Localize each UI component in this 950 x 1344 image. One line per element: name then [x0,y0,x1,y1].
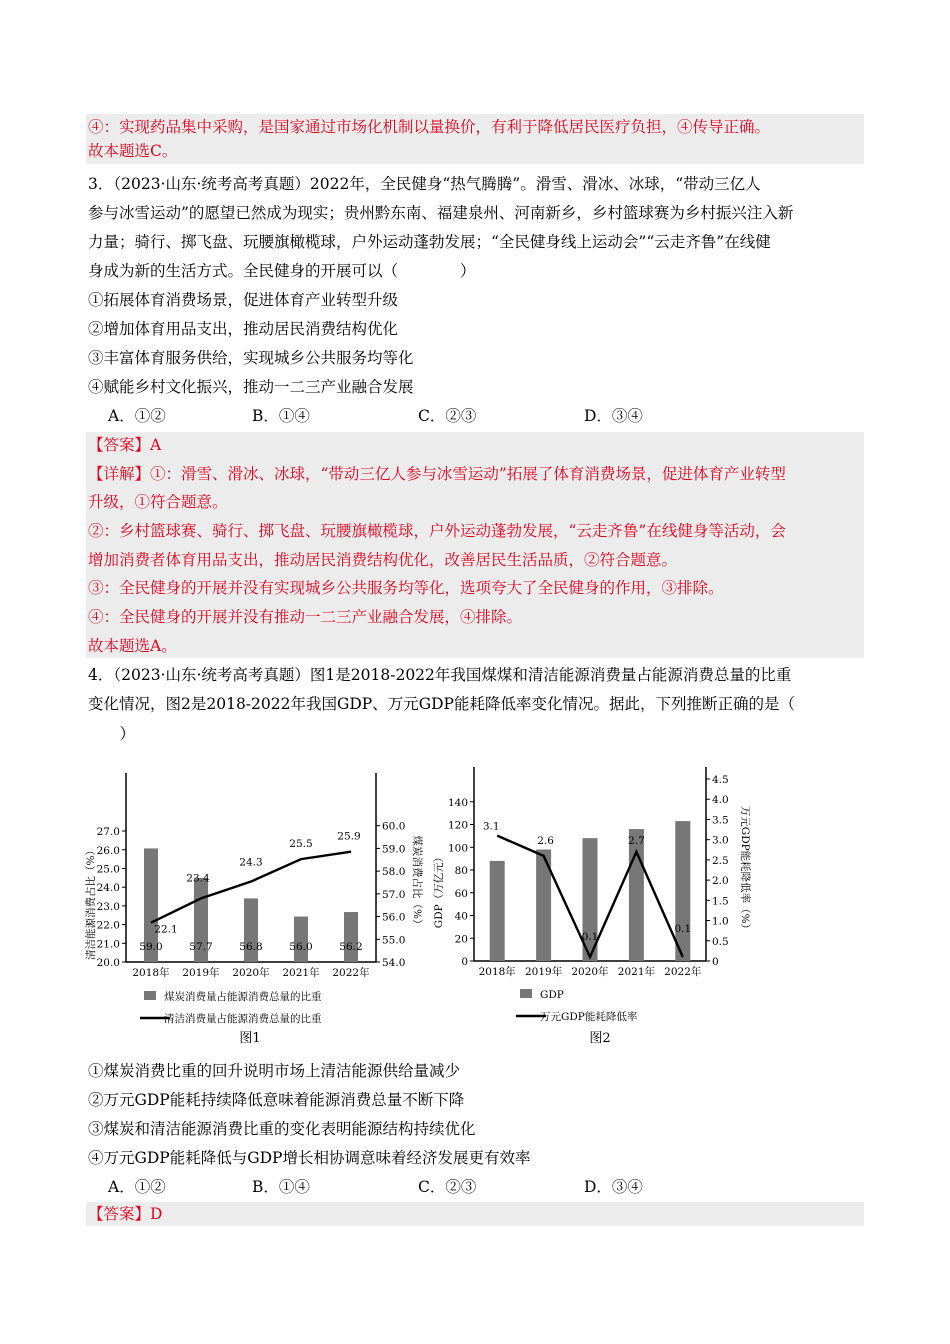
right-tick-label: 4.0 [712,794,729,807]
right-tick-label: 0.5 [712,935,729,948]
x-category-label: 2019年 [182,967,220,979]
legend-bar-label: 煤炭消费量占能源消费总量的比重 [164,991,322,1003]
left-tick-label: 0 [461,956,468,968]
q3-stem-line-1: 3．（2023·山东·统考高考真题）2022年，全民健身“热气腾腾”。滑雪、滑冰、冰球，“带动三亿人 [88,175,761,193]
right-tick-label: 58.0 [382,866,406,879]
bar-label: 56.2 [339,941,363,953]
left-tick-label: 60 [454,887,468,900]
q4-stem-line-2: 变化情况，图2是2018-2022年我国GDP、万元GDP能耗降低率变化情况。据此，下列推断正确的是（ [88,695,795,713]
left-tick-label: 26.0 [96,844,120,857]
x-category-label: 2022年 [332,967,370,979]
legend-bar-swatch [144,991,156,1000]
right-axis-title: 煤炭消费占比（%） [411,835,423,930]
q3-conclusion: 故本题选A。 [88,637,177,655]
right-tick-label: 3.0 [712,834,729,847]
q4-item-4: ④万元GDP能耗降低与GDP增长相协调意味着经济发展更有效率 [88,1149,531,1167]
figure-caption: 图2 [589,1031,611,1046]
q3-detail-line-3: ②：乡村篮球赛、骑行、掷飞盘、玩腰旗橄榄球，户外运动蓬勃发展，“云走齐鲁”在线健身等活动，会 [88,522,786,540]
q3-stem-line-3: 力量；骑行、掷飞盘、玩腰旗橄榄球，户外运动蓬勃发展；“全民健身线上运动会”“云走齐鲁”在线健 [88,233,771,251]
q4-option-d: D．③④ [584,1178,643,1196]
legend-bar-label: GDP [540,989,564,1001]
right-tick-label: 56.0 [382,911,406,924]
left-tick-label: 120 [447,819,468,832]
q3-option-a: A．①② [108,407,166,425]
line-point-label: 2.7 [628,834,645,847]
right-tick-label: 57.0 [382,888,406,901]
q4-answer: 【答案】D [88,1205,163,1223]
bar-label: 57.7 [189,941,213,953]
right-axis-title: 万元GDP能耗降低率（%） [739,805,751,935]
q3-item-4: ④赋能乡村文化振兴，推动一二三产业融合发展 [88,378,414,396]
q4-stem-line-1: 4．（2023·山东·统考高考真题）图1是2018-2022年我国煤煤和清洁能源消费量占能源消费总量的比重 [88,666,792,684]
left-tick-label: 20.0 [96,957,120,969]
left-tick-label: 27.0 [96,826,120,839]
q3-item-3: ③丰富体育服务供给，实现城乡公共服务均等化 [88,349,414,367]
figure-1-chart [80,760,423,1060]
line-point-label: 2.6 [537,834,554,847]
bar-2018年 [490,861,505,961]
right-tick-label: 4.5 [712,774,729,786]
figure-caption: 图1 [239,1031,261,1046]
q3-stem-line-4: 身成为新的生活方式。全民健身的开展可以（ ） [88,262,476,280]
right-tick-label: 0 [712,956,719,968]
right-tick-label: 2.0 [712,875,729,888]
q3-detail-line-6: ④：全民健身的开展并没有推动一二三产业融合发展，④排除。 [88,608,523,626]
bar-2022年 [344,912,358,962]
q3-detail-line-2: 升级，①符合题意。 [88,493,228,511]
figure-2-chart [430,755,760,1060]
bar-2022年 [675,821,690,961]
q4-analysis-block [86,1202,864,1226]
right-tick-label: 3.5 [712,814,729,827]
left-axis-title: GDP（万亿元） [433,851,445,929]
q3-detail-line-5: ③：全民健身的开展并没有实现城乡公共服务均等化，选项夸大了全民健身的作用，③排除。 [88,579,724,597]
x-category-label: 2020年 [232,967,270,979]
left-tick-label: 80 [454,865,468,877]
line-point-label: 24.3 [239,856,263,869]
q3-answer: 【答案】A [88,436,162,454]
left-tick-label: 25.0 [96,863,120,876]
line-point-label: 25.5 [289,838,313,851]
right-tick-label: 2.5 [712,854,729,867]
right-tick-label: 1.0 [712,915,729,928]
x-category-label: 2022年 [664,966,702,978]
x-category-label: 2020年 [571,966,609,978]
left-tick-label: 24.0 [96,882,120,895]
right-tick-label: 55.0 [382,934,406,947]
q4-item-3: ③煤炭和清洁能源消费比重的变化表明能源结构持续优化 [88,1120,476,1138]
prev-analysis-item-4: ④：实现药品集中采购，是国家通过市场化机制以量换价，有利于降低居民医疗负担，④传导正确。 [88,118,771,136]
left-tick-label: 100 [447,842,468,855]
left-tick-label: 140 [447,796,468,809]
left-tick-label: 22.0 [96,919,120,932]
bar-label: 56.0 [289,941,313,953]
q4-item-1: ①煤炭消费比重的回升说明市场上清洁能源供给量减少 [88,1062,461,1080]
right-tick-label: 54.0 [382,957,406,969]
q3-item-1: ①拓展体育消费场景，促进体育产业转型升级 [88,291,399,309]
left-tick-label: 23.0 [96,900,120,913]
right-tick-label: 59.0 [382,843,406,856]
x-category-label: 2018年 [132,967,170,979]
left-tick-label: 20 [454,933,468,946]
legend-line-label: 清洁消费量占能源消费总量的比重 [164,1013,322,1025]
left-tick-label: 21.0 [96,938,120,951]
q3-item-2: ②增加体育用品支出，推动居民消费结构优化 [88,320,399,338]
q4-item-2: ②万元GDP能耗持续降低意味着能源消费总量不断下降 [88,1091,465,1109]
right-tick-label: 60.0 [382,820,406,833]
x-category-label: 2021年 [282,967,320,979]
left-axis-title: 清洁能源消费占比（%） [85,845,97,960]
right-tick-label: 1.5 [712,895,729,908]
q4-stem-line-3: ） [104,725,136,743]
x-category-label: 2019年 [524,966,563,978]
x-category-label: 2021年 [617,966,656,978]
bar-label: 59.0 [139,941,163,953]
legend-line-label: 万元GDP能耗降低率 [540,1011,638,1023]
q4-option-a: A．①② [108,1178,166,1196]
legend-bar-swatch [520,989,532,998]
prev-conclusion: 故本题选C。 [88,142,178,160]
line-point-label: 23.4 [186,872,210,885]
q3-option-d: D．③④ [584,407,643,425]
q3-option-c: C．②③ [418,407,477,425]
q3-option-b: B．①④ [252,407,310,425]
bar-2021年 [294,917,308,962]
line-point-label: 0.1 [581,930,599,943]
line-point-label: 22.1 [154,923,178,936]
line-point-label: 3.1 [482,820,500,833]
q3-stem-line-2: 参与冰雪运动”的愿望已然成为现实；贵州黔东南、福建泉州、河南新乡，乡村篮球赛为乡村振兴注入新 [88,204,794,222]
q4-option-b: B．①④ [252,1178,310,1196]
q3-detail-line-1: 【详解】①：滑雪、滑冰、冰球，“带动三亿人参与冰雪运动”拓展了体育消费场景，促进体育产业转型 [88,465,786,483]
bar-label: 56.8 [239,941,263,953]
line-point-label: 0.1 [674,922,692,935]
q4-option-c: C．②③ [418,1178,477,1196]
left-tick-label: 40 [454,910,468,923]
q3-detail-line-4: 增加消费者体育用品支出，推动居民消费结构优化，改善居民生活品质，②符合题意。 [88,551,678,569]
x-category-label: 2018年 [478,966,516,978]
line-point-label: 25.9 [337,830,361,843]
